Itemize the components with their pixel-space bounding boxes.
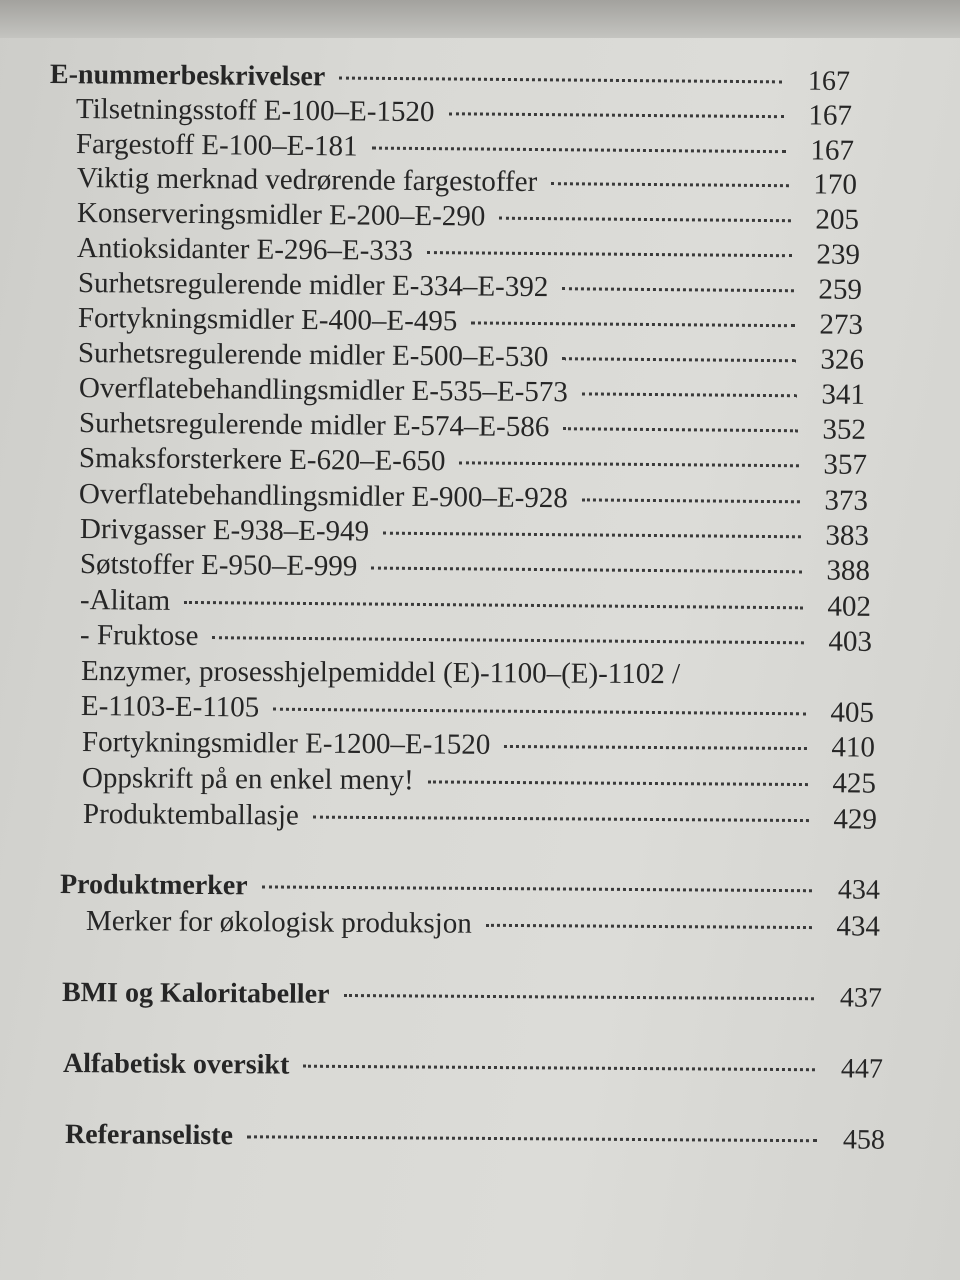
toc-dot-leader [383, 532, 801, 539]
toc-entry-title: Drivgasser E-938–E-949 [79, 513, 370, 548]
toc-entry-title: Konserveringsmidler E-200–E-290 [76, 197, 486, 233]
toc-entry-surhetsregulerende-574 [79, 406, 866, 447]
toc-entry-title: - Fruktose [79, 619, 199, 653]
toc-dot-leader [486, 924, 812, 929]
toc-entry-title: Surhetsregulerende midler E-500–E-530 [77, 337, 549, 374]
toc-page-number: 167 [807, 65, 851, 97]
toc-dot-leader [427, 251, 792, 257]
toc-dot-leader [582, 498, 800, 503]
toc-dot-leader [499, 217, 791, 223]
toc-entry-overflatebehandling-900 [79, 477, 868, 518]
toc-page-number: 273 [819, 308, 864, 341]
toc-entry-title: E-1103-E-1105 [80, 690, 260, 724]
toc-page-number: 429 [833, 803, 878, 836]
toc-dot-leader [582, 392, 797, 397]
toc-entry-referanseliste [65, 1118, 885, 1158]
toc-entry-title: Søtstoffer E-950–E-999 [79, 548, 358, 583]
toc-entry-title: Viktig merknad vedrørende fargestoffer [76, 162, 538, 199]
toc-dot-leader [562, 287, 794, 292]
toc-entry-fortykningsmidler-1200 [82, 725, 875, 765]
toc-entry-fortykningsmidler-400 [78, 301, 863, 342]
toc-dot-leader [551, 182, 789, 187]
toc-page-number: 402 [827, 590, 872, 623]
toc-dot-leader [428, 780, 808, 786]
toc-page-number: 167 [808, 99, 853, 132]
toc-entry-enzymer-line-1 [81, 654, 873, 692]
toc-dot-leader [212, 636, 804, 644]
toc-entry-smaksforsterkere [79, 441, 867, 482]
toc-dot-leader [562, 357, 796, 362]
toc-page-number: 205 [815, 203, 860, 236]
toc-page-number: 405 [830, 696, 875, 729]
toc-entry-surhetsregulerende-500 [78, 336, 864, 377]
toc-entry-produktemballasje [83, 797, 877, 837]
toc-page-number: 259 [818, 273, 863, 306]
toc-page-number: 458 [842, 1124, 886, 1156]
toc-dot-leader [448, 112, 784, 118]
toc-entry-drivgasser [80, 512, 869, 553]
toc-entry-title: -Alitam [79, 584, 171, 617]
toc-entry-title: Referanseliste [64, 1119, 234, 1152]
toc-entry-enzymer-line-2 [81, 689, 874, 730]
toc-page-number: 239 [816, 238, 861, 271]
toc-entry-title: Tilsetningsstoff E-100–E-1520 [75, 93, 435, 129]
toc-dot-leader [184, 601, 803, 609]
toc-entry-title: Fortykningsmidler E-1200–E-1520 [81, 726, 491, 761]
toc-page-number: 373 [824, 484, 869, 517]
toc-entry-title: Merker for økologisk produksjon [85, 905, 472, 940]
toc-page-number: 447 [840, 1053, 884, 1085]
toc-page-number: 388 [826, 554, 871, 587]
toc-entry-title: BMI og Kaloritabeller [61, 977, 330, 1010]
toc-entry-title: Fortykningsmidler E-400–E-495 [77, 302, 458, 338]
toc-entry-title: Oppskrift på en enkel meny! [81, 762, 414, 797]
toc-entry-konserveringsmidler [77, 196, 859, 237]
toc-page-number: 403 [828, 625, 873, 658]
toc-dot-leader [339, 77, 782, 84]
toc-entry-title: Enzymer, prosesshjelpemiddel (E)-1100–(E)-1102 / [80, 655, 681, 691]
toc-entry-alitam [80, 583, 871, 624]
toc-dot-leader [303, 1065, 815, 1072]
toc-entry-overflatebehandling-535 [79, 371, 865, 412]
toc-page-number: 341 [821, 378, 866, 411]
toc-entry-sotstoffer [80, 547, 870, 588]
toc-dot-leader [247, 1135, 817, 1142]
toc-page-number: 170 [813, 168, 858, 201]
toc-entry-antioksidanter [77, 231, 860, 272]
toc-dot-leader [372, 147, 786, 154]
toc-entry-alfabetisk [63, 1047, 883, 1087]
toc-entry-title: E-nummerbeskrivelser [49, 59, 326, 93]
toc-entry-title: Produktemballasje [82, 798, 299, 832]
toc-entry-title: Produktmerker [59, 869, 248, 902]
toc-dot-leader [504, 745, 807, 750]
toc-dot-leader [563, 427, 798, 432]
toc-page-number: 425 [832, 767, 877, 800]
toc-entry-oppskrift [82, 761, 876, 801]
toc-page-number: 383 [825, 519, 870, 552]
toc-entry-surhetsregulerende-334 [78, 266, 862, 307]
toc-page-number: 437 [839, 982, 883, 1014]
toc-entry-fruktose [80, 618, 872, 659]
toc-entry-title: Alfabetisk oversikt [62, 1048, 290, 1081]
toc-entry-title: Surhetsregulerende midler E-334–E-392 [77, 267, 549, 304]
toc-entry-title: Antioksidanter E-296–E-333 [76, 232, 413, 267]
toc-page-number: 410 [831, 731, 876, 764]
toc-entry-tilsetningsstoff [76, 92, 852, 133]
toc-entry-merker-okologisk [86, 904, 880, 944]
toc-dot-leader [262, 885, 812, 892]
toc-dot-leader [273, 708, 806, 716]
toc-entry-title: Surhetsregulerende midler E-574–E-586 [78, 407, 550, 444]
toc-entry-produktmerker [60, 868, 880, 908]
toc-page-number: 352 [822, 413, 867, 446]
toc-page-number: 326 [820, 343, 865, 376]
toc-page-number: 434 [837, 874, 881, 906]
toc-entry-title: Smaksforsterkere E-620–E-650 [78, 442, 446, 478]
toc-entry-title: Fargestoff E-100–E-181 [75, 128, 358, 163]
toc-page-number: 434 [836, 910, 881, 943]
toc-dot-leader [371, 567, 802, 574]
toc-page-number: 357 [823, 448, 868, 481]
toc-entry-viktig-merknad [77, 161, 857, 202]
toc-dot-leader [471, 321, 795, 327]
toc-page-number: 167 [810, 134, 855, 167]
toc-dot-leader [313, 816, 809, 822]
toc-dot-leader [343, 994, 813, 1000]
toc-entry-title: Overflatebehandlingsmidler E-900–E-928 [78, 478, 568, 515]
toc-entry-bmi [62, 976, 882, 1016]
toc-dot-leader [459, 461, 799, 467]
toc-entry-title: Overflatebehandlingsmidler E-535–E-573 [78, 372, 568, 409]
